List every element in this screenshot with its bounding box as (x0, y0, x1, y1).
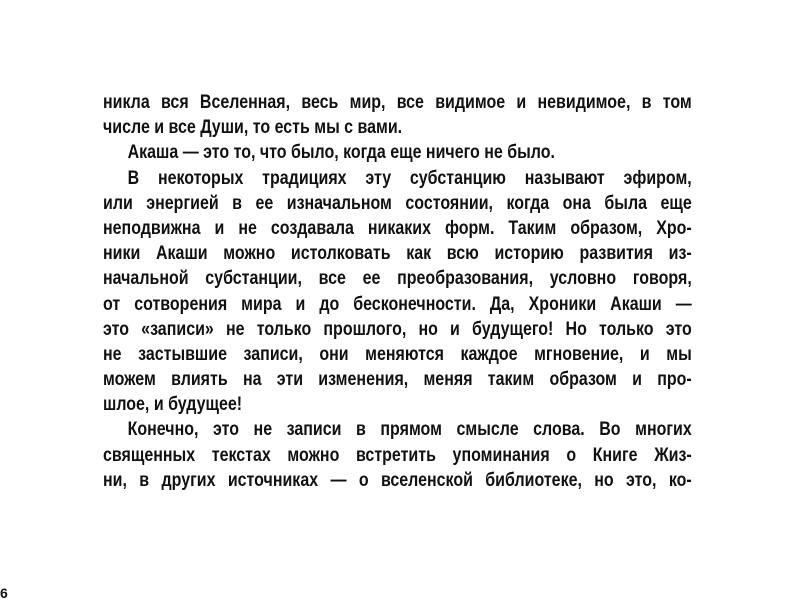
text-line: никла вся Вселенная, весь мир, все видимое и невидимое, в том (103, 91, 692, 113)
text-line: начальной субстанции, все ее преобразования, условно говоря, (103, 267, 692, 290)
text-line: ники Акаши можно истолковать как всю историю развития из- (103, 242, 692, 265)
text-line: Акаша — это то, что было, когда еще ничего не было. (127, 141, 555, 164)
text-line: числе и все Души, то есть мы с вами. (103, 116, 403, 139)
text-line: не застывшие записи, они меняются каждое мгновение, и мы (103, 342, 692, 365)
text-line: В некоторых традициях эту субстанцию называют эфиром, (127, 166, 692, 189)
text-line: священных текстах можно встретить упоминания о Книге Жиз- (103, 443, 692, 466)
text-line: ни, в других источниках — о вселенской библиотеке, но это, ко- (103, 468, 692, 491)
text-line: это «записи» не только прошлого, но и будущего! Но только это (103, 317, 692, 340)
text-line: неподвижна и не создавала никаких форм. Таким образом, Хро- (103, 216, 692, 239)
text-line: можем влиять на эти изменения, меняя таким образом и про- (103, 368, 692, 391)
text-line: от сотворения мира и до бесконечности. Да, Хроники Акаши — (103, 292, 692, 315)
body-text (103, 90, 692, 493)
text-line: или энергией в ее изначальном состоянии, когда она была еще (103, 191, 692, 214)
text-line: шлое, и будущее! (103, 393, 243, 416)
text-line: Конечно, это не записи в прямом смысле слова. Во многих (127, 418, 692, 441)
page-number: 6 (0, 585, 8, 601)
